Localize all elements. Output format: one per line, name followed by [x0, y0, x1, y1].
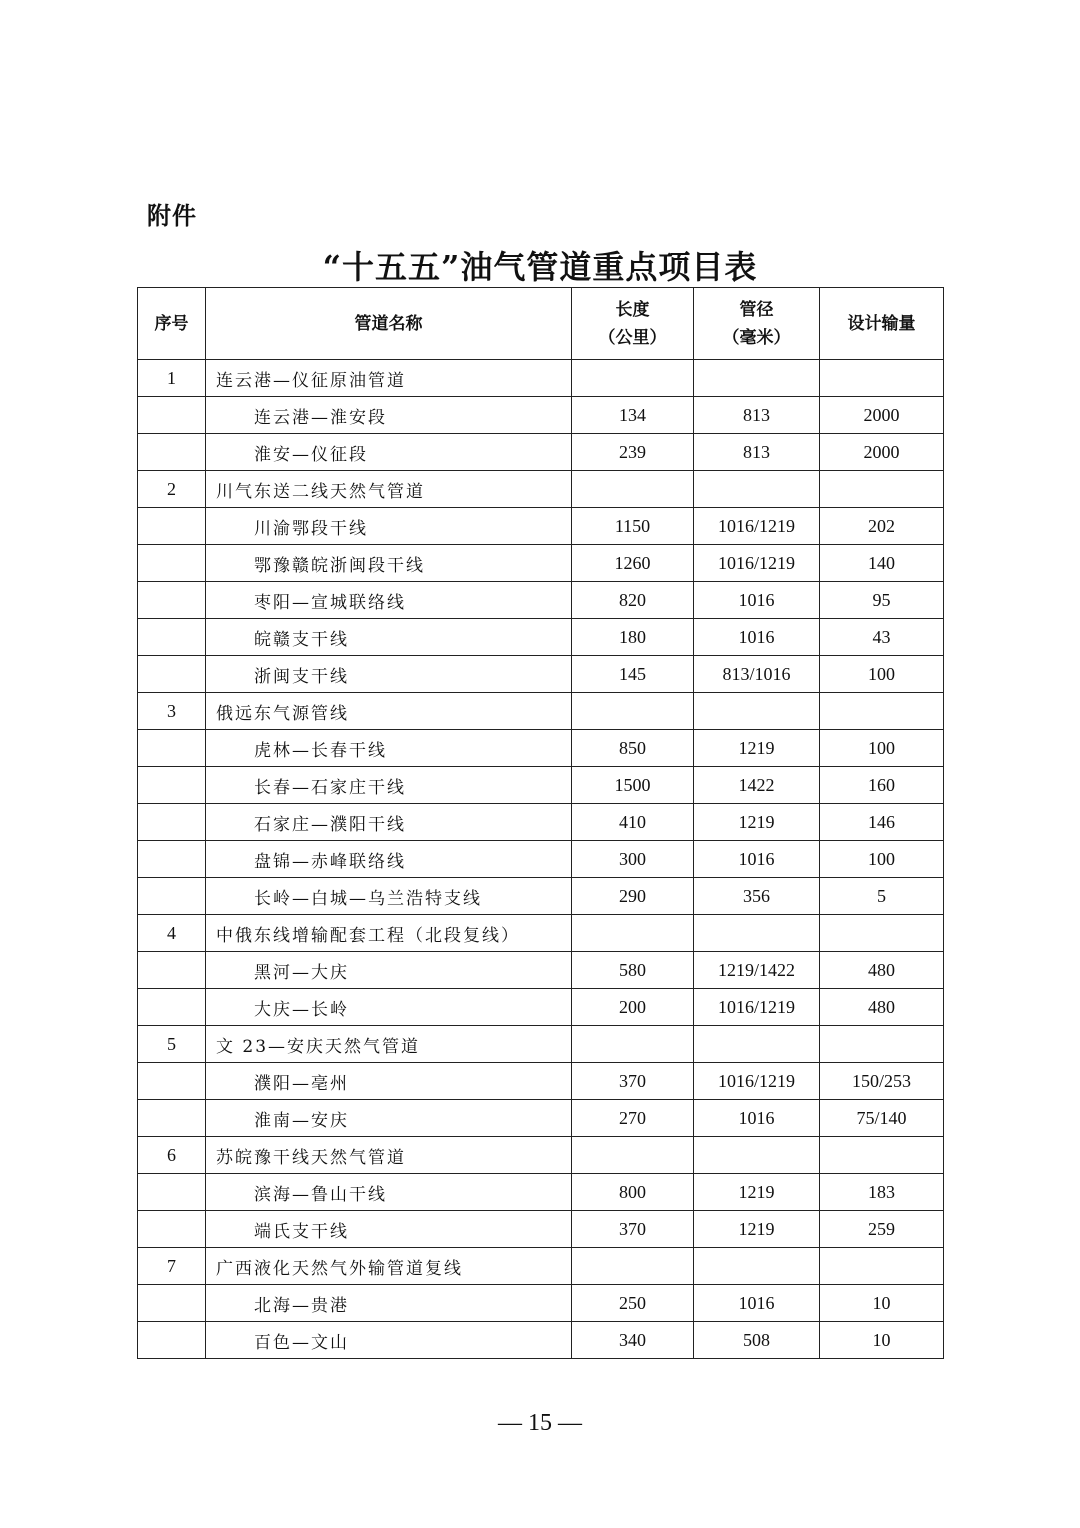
header-diameter	[694, 288, 820, 360]
cell-length	[572, 693, 694, 730]
cell-index	[138, 434, 206, 471]
cell-index	[138, 730, 206, 767]
cell-diameter	[694, 1248, 820, 1285]
table-row	[138, 656, 944, 693]
table-row	[138, 397, 944, 434]
cell-index	[138, 1174, 206, 1211]
page-number: — 15 —	[498, 1410, 582, 1436]
cell-diameter: 1219	[694, 730, 820, 767]
cell-length: 270	[572, 1100, 694, 1137]
table-row	[138, 582, 944, 619]
cell-index	[138, 878, 206, 915]
table-row	[138, 434, 944, 471]
cell-pipeline-name: 濮阳—亳州	[206, 1063, 572, 1100]
table-row	[138, 471, 944, 508]
cell-pipeline-name: 长岭—白城—乌兰浩特支线	[206, 878, 572, 915]
cell-diameter: 1016/1219	[694, 989, 820, 1026]
cell-diameter: 1016	[694, 841, 820, 878]
table-row	[138, 1248, 944, 1285]
cell-length: 410	[572, 804, 694, 841]
cell-index	[138, 841, 206, 878]
cell-length: 180	[572, 619, 694, 656]
cell-diameter	[694, 915, 820, 952]
cell-index	[138, 545, 206, 582]
cell-length: 580	[572, 952, 694, 989]
cell-length	[572, 1026, 694, 1063]
cell-diameter: 508	[694, 1322, 820, 1359]
cell-capacity: 75/140	[820, 1100, 944, 1137]
cell-length	[572, 1137, 694, 1174]
cell-pipeline-name: 长春—石家庄干线	[206, 767, 572, 804]
cell-pipeline-name: 虎林—长春干线	[206, 730, 572, 767]
cell-pipeline-name: 端氏支干线	[206, 1211, 572, 1248]
cell-capacity	[820, 1248, 944, 1285]
cell-diameter	[694, 360, 820, 397]
cell-length: 200	[572, 989, 694, 1026]
table-row	[138, 1322, 944, 1359]
cell-index	[138, 582, 206, 619]
cell-capacity: 100	[820, 656, 944, 693]
cell-pipeline-name: 黑河—大庆	[206, 952, 572, 989]
cell-capacity: 480	[820, 989, 944, 1026]
cell-index	[138, 656, 206, 693]
cell-diameter: 813	[694, 434, 820, 471]
cell-pipeline-name: 浙闽支干线	[206, 656, 572, 693]
cell-capacity: 10	[820, 1322, 944, 1359]
cell-pipeline-name: 川渝鄂段干线	[206, 508, 572, 545]
table-row	[138, 693, 944, 730]
table-row	[138, 1137, 944, 1174]
cell-index: 2	[138, 471, 206, 508]
cell-length: 370	[572, 1063, 694, 1100]
cell-length	[572, 1248, 694, 1285]
cell-pipeline-name: 百色—文山	[206, 1322, 572, 1359]
cell-length: 850	[572, 730, 694, 767]
cell-pipeline-name: 北海—贵港	[206, 1285, 572, 1322]
cell-diameter: 356	[694, 878, 820, 915]
cell-capacity: 5	[820, 878, 944, 915]
cell-pipeline-name: 枣阳—宣城联络线	[206, 582, 572, 619]
cell-capacity	[820, 1137, 944, 1174]
cell-pipeline-name: 皖赣支干线	[206, 619, 572, 656]
cell-pipeline-name: 淮南—安庆	[206, 1100, 572, 1137]
header-diameter-line1: 管径	[739, 299, 774, 320]
cell-diameter: 1016	[694, 619, 820, 656]
table-row	[138, 730, 944, 767]
cell-diameter	[694, 693, 820, 730]
cell-diameter: 1422	[694, 767, 820, 804]
cell-pipeline-name: 文 23—安庆天然气管道	[206, 1026, 572, 1063]
cell-diameter: 1016/1219	[694, 545, 820, 582]
header-length-line2: （公里）	[598, 327, 667, 348]
header-capacity: 设计输量	[820, 288, 944, 360]
cell-diameter: 1219/1422	[694, 952, 820, 989]
cell-length: 340	[572, 1322, 694, 1359]
table-row	[138, 915, 944, 952]
header-diameter-line2: （毫米）	[722, 327, 791, 348]
cell-pipeline-name: 石家庄—濮阳干线	[206, 804, 572, 841]
cell-length: 134	[572, 397, 694, 434]
cell-capacity: 100	[820, 730, 944, 767]
table-row	[138, 1026, 944, 1063]
cell-pipeline-name: 苏皖豫干线天然气管道	[206, 1137, 572, 1174]
cell-length: 1500	[572, 767, 694, 804]
table-row	[138, 1211, 944, 1248]
header-length-line1: 长度	[615, 299, 650, 320]
cell-capacity: 146	[820, 804, 944, 841]
table-row	[138, 767, 944, 804]
table-row	[138, 1100, 944, 1137]
cell-length: 370	[572, 1211, 694, 1248]
cell-index: 7	[138, 1248, 206, 1285]
table-body	[138, 360, 944, 1359]
cell-length: 1150	[572, 508, 694, 545]
cell-capacity: 43	[820, 619, 944, 656]
cell-diameter: 1219	[694, 804, 820, 841]
cell-capacity	[820, 1026, 944, 1063]
table-row	[138, 545, 944, 582]
cell-length	[572, 360, 694, 397]
cell-capacity: 150/253	[820, 1063, 944, 1100]
cell-diameter: 1016	[694, 1100, 820, 1137]
cell-capacity: 480	[820, 952, 944, 989]
cell-index	[138, 952, 206, 989]
cell-index	[138, 397, 206, 434]
cell-pipeline-name: 大庆—长岭	[206, 989, 572, 1026]
table-row	[138, 1063, 944, 1100]
cell-diameter: 1016	[694, 1285, 820, 1322]
table-row	[138, 804, 944, 841]
cell-pipeline-name: 川气东送二线天然气管道	[206, 471, 572, 508]
cell-capacity: 2000	[820, 397, 944, 434]
cell-capacity: 100	[820, 841, 944, 878]
page-title: “十五五”油气管道重点项目表	[322, 248, 758, 286]
cell-length: 239	[572, 434, 694, 471]
cell-length: 300	[572, 841, 694, 878]
cell-index	[138, 1211, 206, 1248]
header-length	[572, 288, 694, 360]
cell-length: 1260	[572, 545, 694, 582]
pipeline-projects-table	[137, 287, 944, 1359]
cell-index: 5	[138, 1026, 206, 1063]
header-name: 管道名称	[206, 288, 572, 360]
cell-diameter	[694, 1137, 820, 1174]
cell-index	[138, 804, 206, 841]
cell-capacity: 10	[820, 1285, 944, 1322]
cell-diameter	[694, 471, 820, 508]
cell-index: 4	[138, 915, 206, 952]
cell-index	[138, 1285, 206, 1322]
header-index: 序号	[138, 288, 206, 360]
cell-pipeline-name: 滨海—鲁山干线	[206, 1174, 572, 1211]
cell-pipeline-name: 淮安—仪征段	[206, 434, 572, 471]
cell-capacity: 259	[820, 1211, 944, 1248]
table-row	[138, 841, 944, 878]
cell-capacity	[820, 915, 944, 952]
cell-index	[138, 619, 206, 656]
cell-capacity: 183	[820, 1174, 944, 1211]
table-row	[138, 989, 944, 1026]
cell-index: 6	[138, 1137, 206, 1174]
cell-capacity: 2000	[820, 434, 944, 471]
cell-capacity: 160	[820, 767, 944, 804]
cell-index	[138, 1100, 206, 1137]
cell-pipeline-name: 中俄东线增输配套工程（北段复线）	[206, 915, 572, 952]
cell-capacity	[820, 360, 944, 397]
cell-pipeline-name: 广西液化天然气外输管道复线	[206, 1248, 572, 1285]
table-row	[138, 508, 944, 545]
cell-index	[138, 1063, 206, 1100]
cell-diameter: 1016/1219	[694, 508, 820, 545]
cell-length	[572, 915, 694, 952]
cell-index	[138, 767, 206, 804]
cell-diameter: 813	[694, 397, 820, 434]
table-row	[138, 360, 944, 397]
cell-capacity: 202	[820, 508, 944, 545]
cell-diameter	[694, 1026, 820, 1063]
cell-length: 290	[572, 878, 694, 915]
cell-index	[138, 1322, 206, 1359]
cell-length: 820	[572, 582, 694, 619]
cell-index: 3	[138, 693, 206, 730]
cell-length: 145	[572, 656, 694, 693]
cell-capacity	[820, 471, 944, 508]
cell-pipeline-name: 俄远东气源管线	[206, 693, 572, 730]
cell-pipeline-name: 鄂豫赣皖浙闽段干线	[206, 545, 572, 582]
cell-index	[138, 989, 206, 1026]
cell-diameter: 813/1016	[694, 656, 820, 693]
table-row	[138, 1174, 944, 1211]
table-row	[138, 952, 944, 989]
cell-index	[138, 508, 206, 545]
cell-length: 250	[572, 1285, 694, 1322]
cell-diameter: 1016	[694, 582, 820, 619]
table-header-row	[138, 288, 944, 360]
cell-capacity: 95	[820, 582, 944, 619]
cell-capacity: 140	[820, 545, 944, 582]
table-row	[138, 878, 944, 915]
cell-pipeline-name: 连云港—仪征原油管道	[206, 360, 572, 397]
table-row	[138, 619, 944, 656]
cell-pipeline-name: 连云港—淮安段	[206, 397, 572, 434]
table-row	[138, 1285, 944, 1322]
cell-diameter: 1219	[694, 1211, 820, 1248]
cell-pipeline-name: 盘锦—赤峰联络线	[206, 841, 572, 878]
cell-diameter: 1219	[694, 1174, 820, 1211]
cell-index: 1	[138, 360, 206, 397]
cell-length	[572, 471, 694, 508]
attachment-label: 附件	[147, 202, 197, 230]
cell-length: 800	[572, 1174, 694, 1211]
cell-diameter: 1016/1219	[694, 1063, 820, 1100]
cell-capacity	[820, 693, 944, 730]
